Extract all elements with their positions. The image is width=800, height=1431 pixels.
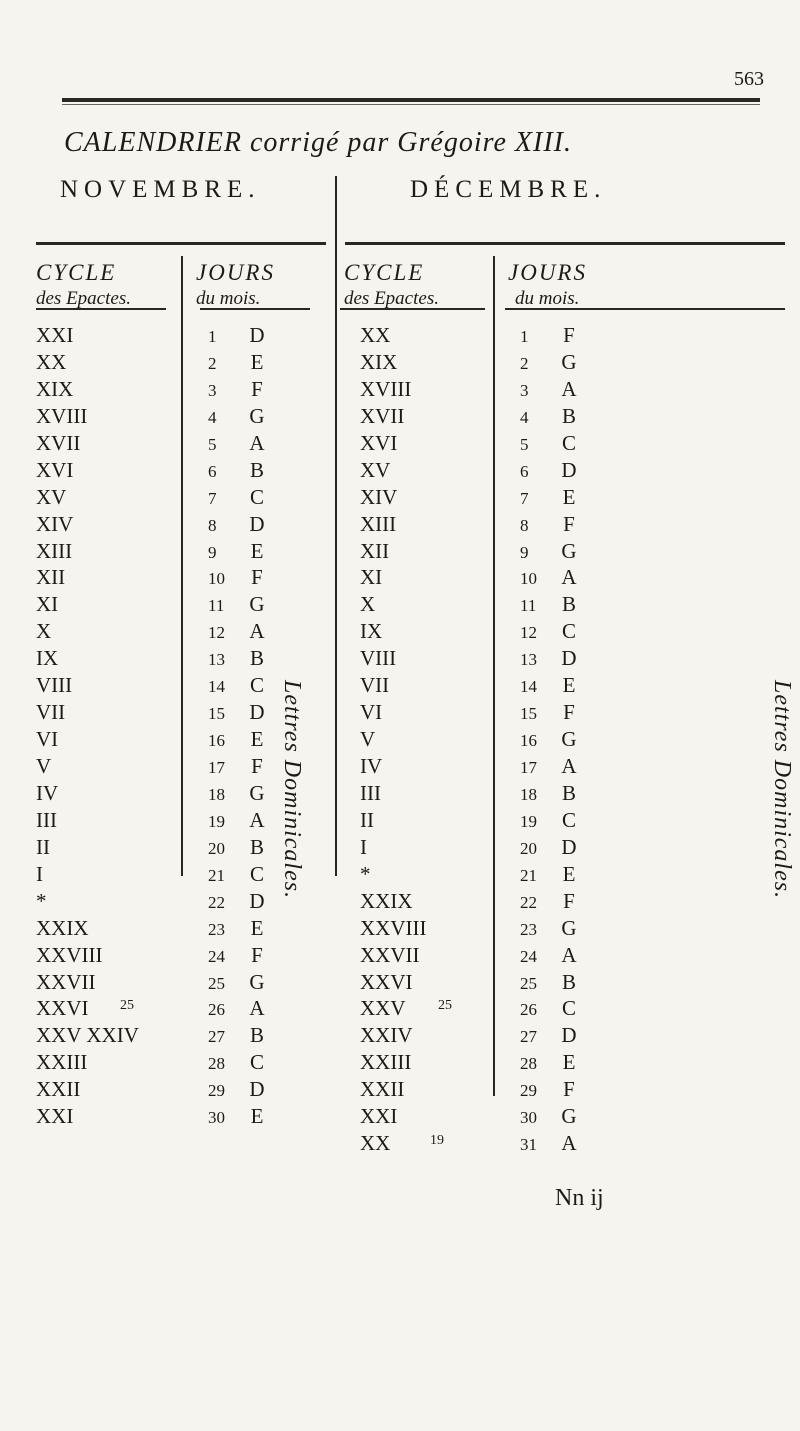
day-number: 13 bbox=[208, 650, 225, 670]
dominical-letter: C bbox=[561, 619, 576, 644]
epact-cell: XXI bbox=[36, 323, 74, 347]
month-december: DÉCEMBRE. bbox=[410, 176, 607, 203]
day-row bbox=[520, 564, 582, 591]
dominical-letter: A bbox=[249, 619, 265, 644]
day-row bbox=[208, 861, 270, 888]
dominical-letter: E bbox=[562, 484, 576, 509]
dominical-letter: F bbox=[563, 511, 575, 536]
dominical-letter: D bbox=[249, 888, 265, 913]
day-row bbox=[520, 726, 582, 753]
day-row bbox=[520, 834, 582, 861]
day-row bbox=[520, 457, 582, 484]
day-number: 6 bbox=[520, 461, 529, 481]
epact-cell: XXVIII bbox=[360, 915, 427, 940]
epact-cell: XXVII bbox=[360, 942, 420, 967]
december-epacts-column bbox=[360, 322, 426, 1157]
day-row bbox=[520, 618, 582, 645]
dominical-letter: F bbox=[563, 700, 575, 725]
november-days-column bbox=[208, 322, 270, 1130]
epact-cell: XXVI bbox=[360, 969, 413, 994]
dominical-letter: E bbox=[250, 1104, 264, 1129]
page-title: CALENDRIER corrigé par Grégoire XIII. bbox=[64, 127, 572, 158]
epact-cell: XI bbox=[360, 565, 383, 590]
day-row bbox=[208, 484, 270, 511]
day-number: 18 bbox=[208, 784, 225, 804]
dominical-letter: C bbox=[561, 807, 576, 832]
epact-cell: IX bbox=[36, 646, 59, 671]
day-row bbox=[208, 1103, 270, 1130]
day-row bbox=[520, 538, 582, 565]
day-number: 30 bbox=[520, 1108, 537, 1128]
day-number: 9 bbox=[208, 542, 217, 562]
dominical-letter: F bbox=[251, 754, 263, 778]
dominical-letter: C bbox=[249, 484, 264, 509]
dominical-letter: F bbox=[563, 1077, 575, 1102]
day-row bbox=[520, 969, 582, 996]
day-row bbox=[520, 403, 582, 430]
day-number: 2 bbox=[208, 353, 217, 373]
subheader-mois-dec: du mois. bbox=[515, 288, 580, 309]
epact-cell: XX bbox=[360, 1131, 391, 1156]
dominical-letter: G bbox=[249, 969, 265, 994]
header-cycle-nov: CYCLE bbox=[36, 260, 117, 285]
day-number: 24 bbox=[520, 946, 537, 966]
top-ornament-rule bbox=[62, 98, 760, 102]
epact-cell: X bbox=[360, 592, 376, 617]
dominical-letter: B bbox=[561, 969, 576, 994]
day-number: 16 bbox=[208, 731, 225, 751]
day-number: 20 bbox=[520, 838, 537, 858]
day-row bbox=[208, 1049, 270, 1076]
epact-cell: VI bbox=[360, 700, 383, 725]
epact-cell: V bbox=[360, 727, 376, 752]
dominical-letter: F bbox=[251, 565, 263, 590]
day-number: 11 bbox=[208, 596, 225, 616]
epact-cell: XVII bbox=[36, 430, 81, 455]
dominical-letter: A bbox=[561, 754, 577, 778]
day-number: 2 bbox=[520, 353, 529, 373]
day-row bbox=[208, 376, 270, 403]
epact-cell: * bbox=[36, 888, 47, 913]
day-row bbox=[520, 780, 582, 807]
column-divider-3 bbox=[493, 256, 495, 1096]
day-row bbox=[520, 1049, 582, 1076]
epact-cell: V bbox=[36, 754, 52, 778]
epact-cell: XIII bbox=[36, 538, 73, 563]
epact-cell: IV bbox=[360, 754, 383, 778]
day-number: 16 bbox=[520, 731, 537, 751]
day-row bbox=[520, 699, 582, 726]
epact-cell: II bbox=[36, 834, 50, 859]
day-number: 22 bbox=[520, 892, 537, 912]
epact-cell: I bbox=[360, 834, 367, 859]
epact-cell: III bbox=[36, 807, 57, 832]
day-number: 23 bbox=[520, 919, 537, 939]
dominical-letter: F bbox=[251, 376, 263, 401]
dominical-letter: F bbox=[251, 942, 263, 967]
header-cycle-dec: CYCLE bbox=[344, 260, 425, 285]
day-number: 27 bbox=[208, 1027, 225, 1047]
day-number: 22 bbox=[208, 892, 225, 912]
dominical-letter: D bbox=[561, 1023, 577, 1048]
header-rule-right bbox=[345, 242, 785, 245]
epact-cell: XXII bbox=[36, 1077, 81, 1102]
december-days-column bbox=[520, 322, 582, 1157]
day-row bbox=[208, 430, 270, 457]
november-epact-note: 25 bbox=[120, 998, 134, 1013]
dominical-letter: B bbox=[561, 592, 576, 617]
day-number: 19 bbox=[520, 811, 537, 831]
day-number: 21 bbox=[520, 865, 537, 885]
epact-cell: XX bbox=[360, 323, 391, 347]
day-row bbox=[520, 672, 582, 699]
epact-cell: XII bbox=[36, 565, 66, 590]
day-number: 1 bbox=[520, 327, 529, 346]
epact-cell: XVII bbox=[360, 403, 405, 428]
dominical-letters-label-dec: Lettres Dominicales. bbox=[769, 680, 795, 900]
epact-cell: XII bbox=[360, 538, 390, 563]
day-row bbox=[208, 403, 270, 430]
epact-cell: XXVII bbox=[36, 969, 96, 994]
epact-cell: XXI bbox=[360, 1104, 398, 1129]
day-row bbox=[520, 349, 582, 376]
day-row bbox=[520, 807, 582, 834]
day-number: 17 bbox=[208, 758, 225, 777]
epact-cell: III bbox=[360, 780, 381, 805]
day-number: 31 bbox=[520, 1135, 537, 1155]
epact-cell: VIII bbox=[360, 646, 397, 671]
dominical-letter: B bbox=[249, 1023, 264, 1048]
header-jours-dec: JOURS bbox=[508, 260, 587, 285]
dominical-letter: A bbox=[249, 996, 265, 1021]
epact-cell: XVI bbox=[360, 430, 398, 455]
day-row bbox=[208, 915, 270, 942]
epact-cell: XVIII bbox=[36, 403, 88, 428]
day-number: 27 bbox=[520, 1027, 537, 1047]
dominical-letter: G bbox=[561, 727, 577, 752]
day-number: 3 bbox=[520, 380, 529, 400]
day-row bbox=[520, 1103, 582, 1130]
dominical-letter: C bbox=[561, 996, 576, 1021]
day-number: 20 bbox=[208, 838, 225, 858]
epact-cell: XXIII bbox=[360, 1050, 412, 1075]
day-number: 23 bbox=[208, 919, 225, 939]
day-number: 9 bbox=[520, 542, 529, 562]
day-row bbox=[208, 807, 270, 834]
dominical-letter: E bbox=[562, 861, 576, 886]
epact-cell: I bbox=[36, 861, 43, 886]
dominical-letter: A bbox=[249, 807, 265, 832]
day-number: 4 bbox=[208, 407, 217, 427]
dominical-letter: C bbox=[561, 430, 576, 455]
subheader-epacts-dec: des Epactes. bbox=[344, 288, 439, 309]
day-number: 24 bbox=[208, 946, 225, 966]
day-number: 10 bbox=[520, 569, 537, 589]
dominical-letter: E bbox=[562, 1050, 576, 1075]
dominical-letter: G bbox=[561, 349, 577, 374]
day-number: 7 bbox=[520, 488, 529, 508]
epact-cell: XVI bbox=[36, 457, 74, 482]
dominical-letter: G bbox=[561, 1104, 577, 1129]
dominical-letter: D bbox=[561, 646, 577, 671]
epact-cell: X bbox=[36, 619, 52, 644]
day-number: 19 bbox=[208, 811, 225, 831]
day-number: 15 bbox=[520, 704, 537, 724]
dominical-letter: G bbox=[561, 915, 577, 940]
dominical-letter: G bbox=[561, 538, 577, 563]
day-row bbox=[520, 861, 582, 888]
day-row bbox=[520, 753, 582, 780]
epact-cell: XV bbox=[360, 457, 391, 482]
epact-cell: XIX bbox=[36, 376, 74, 401]
dominical-letter: D bbox=[249, 511, 265, 536]
dominical-letter: B bbox=[249, 646, 264, 671]
day-row bbox=[208, 645, 270, 672]
day-number: 4 bbox=[520, 407, 529, 427]
dominical-letter: E bbox=[562, 673, 576, 698]
day-row bbox=[208, 834, 270, 861]
day-number: 30 bbox=[208, 1108, 225, 1128]
epact-cell: VI bbox=[36, 727, 59, 752]
dominical-letter: C bbox=[249, 1050, 264, 1075]
epact-cell: * bbox=[360, 861, 371, 886]
day-row bbox=[208, 969, 270, 996]
day-row bbox=[208, 618, 270, 645]
dominical-letter: C bbox=[249, 673, 264, 698]
day-number: 21 bbox=[208, 865, 225, 885]
dominical-letter: G bbox=[249, 403, 265, 428]
epact-cell: XI bbox=[36, 592, 59, 617]
day-number: 28 bbox=[208, 1054, 225, 1074]
epact-cell: VIII bbox=[36, 673, 73, 698]
day-number: 8 bbox=[208, 515, 217, 535]
day-row bbox=[208, 995, 270, 1022]
day-number: 18 bbox=[520, 784, 537, 804]
signature-mark: Nn ij bbox=[555, 1185, 604, 1211]
day-number: 29 bbox=[520, 1081, 537, 1101]
dominical-letter: C bbox=[249, 861, 264, 886]
dominical-letter: D bbox=[561, 457, 577, 482]
day-row bbox=[208, 511, 270, 538]
december-epact-note-19: 19 bbox=[430, 1133, 444, 1148]
day-row bbox=[208, 753, 270, 780]
dominical-letter: D bbox=[249, 1077, 265, 1102]
subheader-mois-nov: du mois. bbox=[196, 288, 261, 309]
day-row bbox=[208, 780, 270, 807]
epact-cell: XIX bbox=[360, 349, 398, 374]
day-row bbox=[208, 942, 270, 969]
dominical-letter: A bbox=[561, 942, 577, 967]
epact-cell: VII bbox=[360, 673, 390, 698]
day-number: 11 bbox=[520, 596, 537, 616]
epact-cell: XXIX bbox=[36, 915, 89, 940]
epact-cell: XXIV bbox=[360, 1023, 413, 1048]
day-number: 1 bbox=[208, 327, 217, 346]
page-number: 563 bbox=[734, 68, 764, 90]
day-number: 14 bbox=[520, 677, 537, 697]
day-row bbox=[208, 564, 270, 591]
day-row bbox=[208, 726, 270, 753]
month-november: NOVEMBRE. bbox=[60, 176, 261, 203]
dominical-letter: E bbox=[250, 915, 264, 940]
subheader-epacts-nov: des Epactes. bbox=[36, 288, 131, 309]
day-row bbox=[208, 322, 270, 349]
dominical-letter: E bbox=[250, 727, 264, 752]
day-row bbox=[520, 484, 582, 511]
dominical-letter: B bbox=[249, 834, 264, 859]
dominical-letter: E bbox=[250, 349, 264, 374]
day-row bbox=[208, 1022, 270, 1049]
day-row bbox=[208, 538, 270, 565]
epact-cell: XXV XXIV bbox=[36, 1023, 139, 1048]
day-number: 12 bbox=[208, 623, 225, 643]
dominical-letter: F bbox=[563, 888, 575, 913]
day-number: 6 bbox=[208, 461, 217, 481]
epact-cell: XVIII bbox=[360, 376, 412, 401]
day-row bbox=[208, 457, 270, 484]
day-row bbox=[520, 915, 582, 942]
dominical-letters-label-nov: Lettres Dominicales. bbox=[279, 680, 305, 900]
dominical-letter: F bbox=[563, 323, 575, 347]
dominical-letter: G bbox=[249, 780, 265, 805]
day-number: 28 bbox=[520, 1054, 537, 1074]
day-number: 12 bbox=[520, 623, 537, 643]
dominical-letter: A bbox=[561, 565, 577, 590]
day-row bbox=[520, 322, 582, 349]
day-number: 10 bbox=[208, 569, 225, 589]
day-row bbox=[520, 888, 582, 915]
day-row bbox=[520, 1076, 582, 1103]
day-number: 29 bbox=[208, 1081, 225, 1101]
day-row bbox=[520, 942, 582, 969]
column-divider-2 bbox=[335, 256, 337, 876]
december-epact-note-25: 25 bbox=[438, 998, 452, 1013]
day-number: 26 bbox=[208, 1000, 225, 1020]
day-row bbox=[520, 995, 582, 1022]
epact-cell: XX bbox=[36, 349, 67, 374]
day-row bbox=[520, 1022, 582, 1049]
epact-cell: XXIX bbox=[360, 888, 413, 913]
header-jours-nov: JOURS bbox=[196, 260, 275, 285]
day-row bbox=[520, 511, 582, 538]
day-number: 25 bbox=[208, 973, 225, 993]
day-number: 14 bbox=[208, 677, 225, 697]
dominical-letter: B bbox=[561, 780, 576, 805]
epact-cell: XXVI bbox=[36, 996, 89, 1021]
day-number: 3 bbox=[208, 380, 217, 400]
epact-cell: XV bbox=[36, 484, 67, 509]
dominical-letter: B bbox=[249, 457, 264, 482]
day-number: 13 bbox=[520, 650, 537, 670]
day-row bbox=[208, 888, 270, 915]
epact-cell: VII bbox=[36, 700, 66, 725]
header-rule-left bbox=[36, 242, 326, 245]
day-row bbox=[520, 376, 582, 403]
dominical-letter: A bbox=[561, 376, 577, 401]
day-number: 5 bbox=[520, 434, 529, 454]
epact-cell: XXIII bbox=[36, 1050, 88, 1075]
day-row bbox=[208, 1076, 270, 1103]
day-number: 17 bbox=[520, 758, 537, 777]
day-number: 15 bbox=[208, 704, 225, 724]
day-number: 7 bbox=[208, 488, 217, 508]
day-row bbox=[520, 430, 582, 457]
dominical-letter: D bbox=[249, 323, 265, 347]
dominical-letter: D bbox=[249, 700, 265, 725]
dominical-letter: A bbox=[561, 1131, 577, 1156]
epact-cell: IX bbox=[360, 619, 383, 644]
day-row bbox=[520, 645, 582, 672]
day-row bbox=[520, 591, 582, 618]
dominical-letter: E bbox=[250, 538, 264, 563]
epact-cell: XXI bbox=[36, 1104, 74, 1129]
day-row bbox=[208, 349, 270, 376]
day-row bbox=[208, 699, 270, 726]
day-row bbox=[520, 1130, 582, 1157]
day-row bbox=[208, 591, 270, 618]
epact-cell: XIV bbox=[36, 511, 74, 536]
epact-cell: XIV bbox=[360, 484, 398, 509]
epact-cell: XIII bbox=[360, 511, 397, 536]
day-row bbox=[208, 672, 270, 699]
epact-cell: XXV bbox=[360, 996, 406, 1021]
day-number: 26 bbox=[520, 1000, 537, 1020]
dominical-letter: A bbox=[249, 430, 265, 455]
dominical-letter: B bbox=[561, 403, 576, 428]
month-divider bbox=[335, 176, 337, 256]
day-number: 5 bbox=[208, 434, 217, 454]
epact-cell: II bbox=[360, 807, 374, 832]
dominical-letter: G bbox=[249, 592, 265, 617]
day-number: 8 bbox=[520, 515, 529, 535]
column-divider-1 bbox=[181, 256, 183, 876]
epact-cell: XXII bbox=[360, 1077, 405, 1102]
dominical-letter: D bbox=[561, 834, 577, 859]
epact-cell: XXVIII bbox=[36, 942, 103, 967]
top-thin-rule bbox=[62, 104, 760, 105]
epact-cell: IV bbox=[36, 780, 59, 805]
day-number: 25 bbox=[520, 973, 537, 993]
